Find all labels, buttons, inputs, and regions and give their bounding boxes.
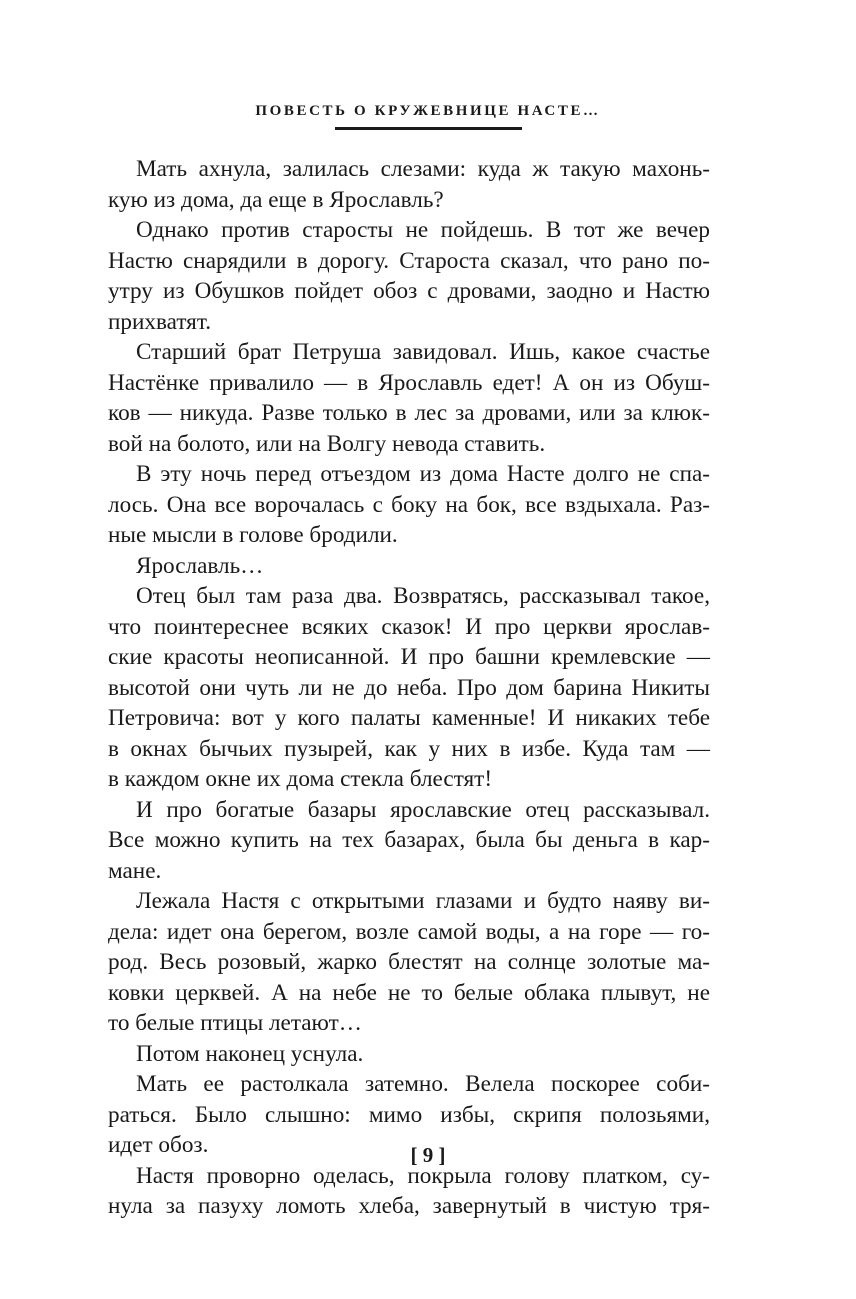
- text-line: в окнах бычьих пузырей, как у них в избе. Куда там —: [108, 735, 710, 762]
- page-number: [ 9 ]: [410, 1143, 446, 1167]
- text-line: высотой они чуть ли не до неба. Про дом барина Никиты: [108, 674, 710, 701]
- text-line: Настя проворно оделась, покрыла голову платком, су-: [136, 1162, 710, 1189]
- text-line: утру из Обушков пойдет обоз с дровами, заодно и Настю: [108, 278, 710, 304]
- text-line: ков — никуда. Разве только в лес за дровами, или за клюк-: [108, 400, 710, 426]
- text-line: кую из дома, да еще в Ярославль?: [108, 186, 444, 213]
- text-line: Лежала Настя с открытыми глазами и будто наяву ви-: [136, 888, 710, 914]
- text-line: ские красоты неописанной. И про башни кремлевские —: [108, 644, 710, 670]
- text-line: нула за пазуху ломоть хлеба, завернутый в чистую тря-: [108, 1193, 710, 1219]
- text-line: мане.: [108, 857, 162, 884]
- running-head-rule: [335, 127, 522, 130]
- text-line: Потом наконец уснула.: [136, 1040, 364, 1067]
- text-line: Однако против старосты не пойдешь. В тот же вечер: [136, 217, 710, 243]
- text-line: то белые птицы летают…: [108, 1010, 362, 1036]
- text-line: род. Весь розовый, жарко блестят на солнце золотые ма-: [108, 949, 710, 975]
- text-line: лось. Она все ворочалась с боку на бок, все вздыхала. Раз-: [108, 491, 710, 518]
- text-line: Петровича: вот у кого палаты каменные! И никаких тебе: [108, 705, 710, 731]
- text-line: Настю снарядили в дорогу. Староста сказал, что рано по-: [108, 247, 710, 274]
- text-line: что поинтереснее всяких сказок! И про церкви ярослав-: [108, 613, 710, 640]
- text-line: дела: идет она берегом, возле самой воды, а на горе — го-: [108, 918, 710, 945]
- running-head: ПОВЕСТЬ О КРУЖЕВНИЦЕ НАСТЕ…: [255, 103, 601, 119]
- text-line: Мать ахнула, залилась слезами: куда ж такую махонь-: [136, 156, 710, 182]
- text-line: И про богатые базары ярославские отец рассказывал.: [136, 796, 710, 823]
- text-line: Все можно купить на тех базарах, была бы деньга в кар-: [108, 827, 710, 853]
- text-line: прихватят.: [108, 308, 212, 335]
- text-line: вой на болото, или на Волгу невода ставить.: [108, 430, 546, 457]
- text-line: Мать ее растолкала затемно. Велела поскорее соби-: [136, 1071, 710, 1097]
- text-line: в каждом окне их дома стекла блестят!: [108, 766, 493, 792]
- text-line: Настёнке привалило — в Ярославль едет! А он из Обуш-: [108, 369, 710, 396]
- text-line: раться. Было слышно: мимо избы, скрипя полозьями,: [108, 1101, 710, 1128]
- text-line: идет обоз.: [108, 1132, 209, 1158]
- text-line: Старший брат Петруша завидовал. Ишь, какое счастье: [136, 339, 710, 365]
- text-line: ковки церквей. А на небе не то белые облака плывут, не: [108, 979, 710, 1006]
- text-line: Отец был там раза два. Возвратясь, рассказывал такое,: [136, 583, 710, 609]
- text-line: В эту ночь перед отъездом из дома Насте долго не спа-: [136, 461, 710, 487]
- body-text: [108, 154, 710, 1222]
- text-line: ные мысли в голове бродили.: [108, 522, 398, 548]
- text-line: Ярославль…: [136, 552, 264, 579]
